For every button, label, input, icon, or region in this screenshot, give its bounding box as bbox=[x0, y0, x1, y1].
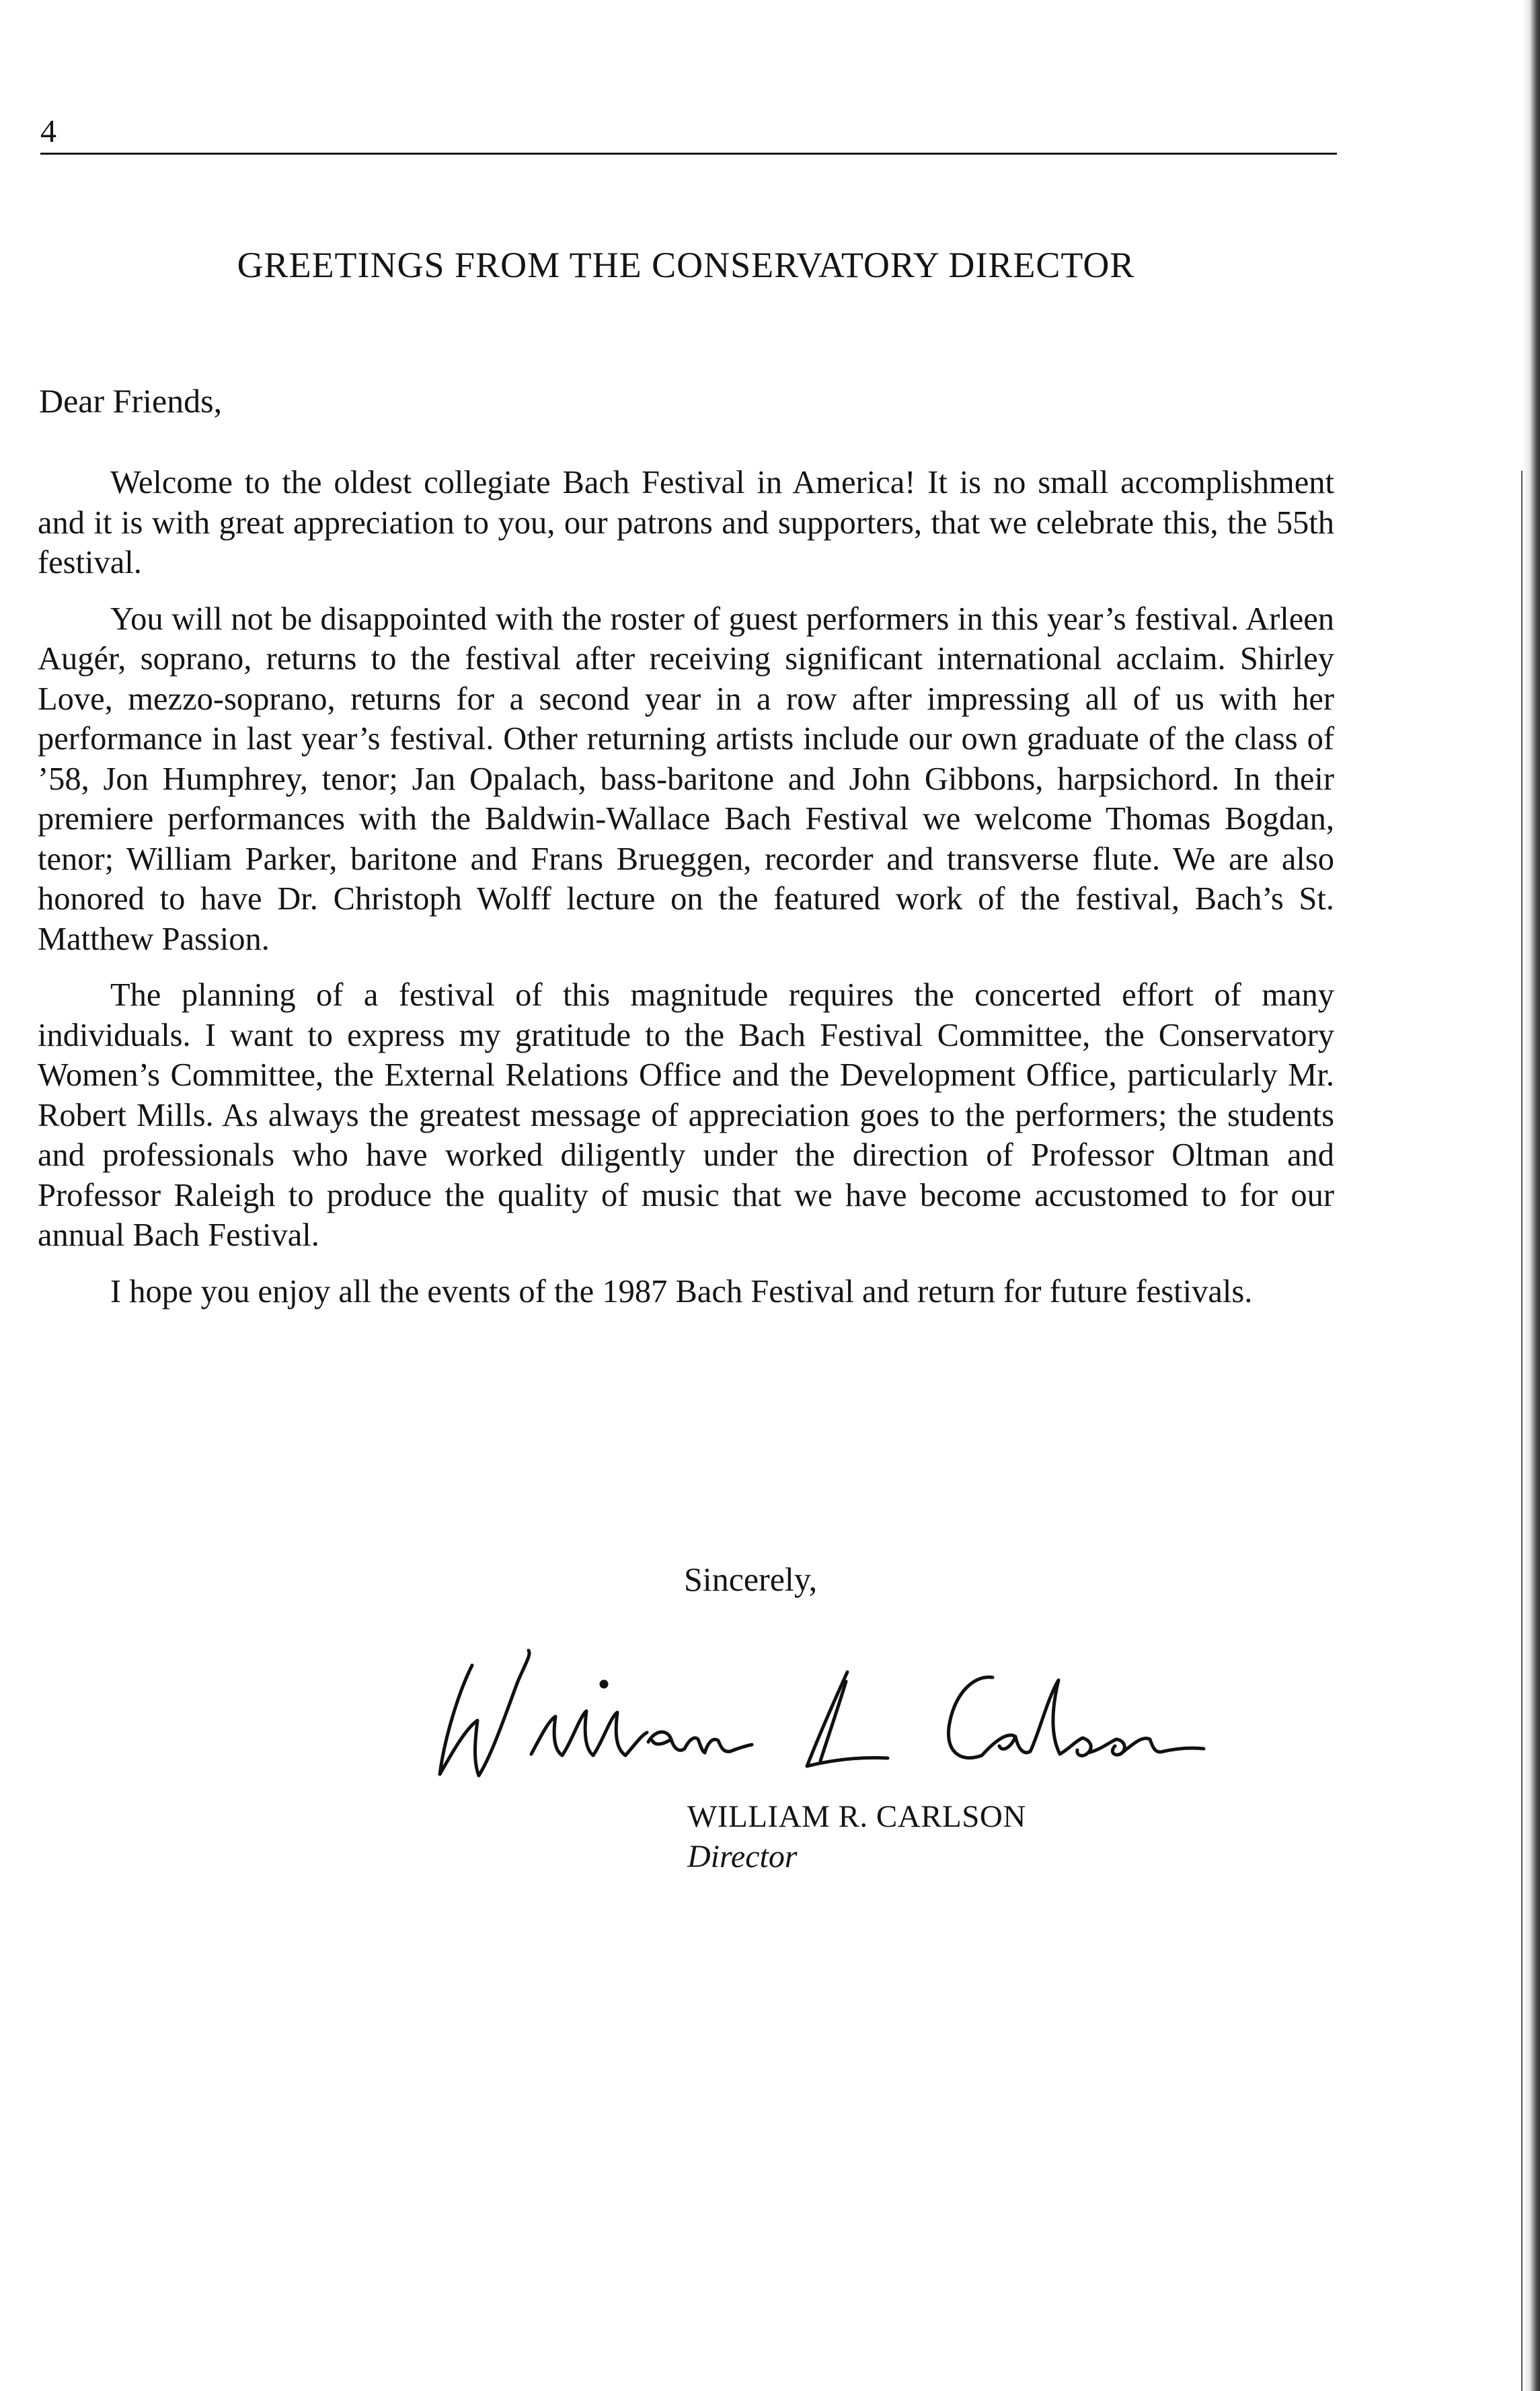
closing: Sincerely, bbox=[684, 1560, 818, 1598]
paragraph: You will not be disappointed with the roster of guest performers in this year’s festival. Arleen Augér, soprano, returns to the festival after receiving significant international acclaim. Shirley Love, mezzo-soprano, returns for a second year in a row after impressing all of us with her performance in last year’s festival. Other returning artists include our own graduate of the class of ’58, Jon Humphrey, tenor; Jan Opalach, bass-baritone and John Gibbons, harpsichord. In their premiere performances with the Baldwin-Wallace Bach Festival we welcome Thomas Bogdan, tenor; William Parker, baritone and Frans Brueggen, recorder and transverse flute. We are also honored to have Dr. Christoph Wolff lecture on the featured work of the festival, Bach’s St. Matthew Passion. bbox=[38, 601, 1334, 957]
page-title: GREETINGS FROM THE CONSERVATORY DIRECTOR bbox=[237, 245, 1135, 285]
handwritten-signature bbox=[430, 1641, 1298, 1796]
paragraph: The planning of a festival of this magnitude requires the concerted effort of many individuals. I want to express my gratitude to the Bach Festival Committee, the Conservatory Women’s Committee, the External Relations Office and the Development Office, particularly Mr. Robert Mills. As always the greatest message of appreciation goes to the performers; the students and professionals who have worked diligently under the direction of Professor Oltman and Professor Raleigh to produce the quality of music that we have become accustomed to for our annual Bach Festival. bbox=[38, 977, 1334, 1253]
header-rule bbox=[40, 153, 1337, 155]
letter-body bbox=[38, 463, 1334, 1328]
page-number: 4 bbox=[40, 114, 56, 149]
page-edge-shadow bbox=[1523, 0, 1540, 2391]
paragraph: I hope you enjoy all the events of the 1987 Bach Festival and return for future festivals. bbox=[110, 1273, 1253, 1310]
signer-name: WILLIAM R. CARLSON bbox=[687, 1799, 1026, 1834]
signer-title: Director bbox=[687, 1839, 798, 1874]
salutation: Dear Friends, bbox=[39, 382, 223, 420]
page-edge-line bbox=[1521, 471, 1523, 2391]
paragraph: Welcome to the oldest collegiate Bach Festival in America! It is no small accomplishment and it is with great appreciation to you, our patrons and supporters, that we celebrate this, the 55th festival. bbox=[38, 465, 1334, 580]
